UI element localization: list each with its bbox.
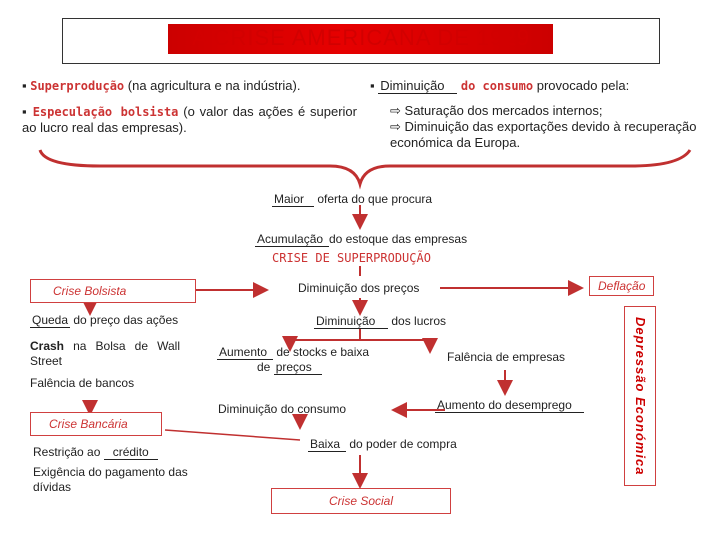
arrow-right-icon: ⇨	[390, 103, 401, 118]
bullet-icon: ▪	[22, 104, 28, 119]
consumo-rest: provocado pela:	[536, 78, 630, 93]
superproducao-label: Superprodução	[30, 79, 125, 93]
depressao-economica-banner: Depressão Económica	[624, 306, 656, 486]
exigencia-dividas: Exigência do pagamento das dívidas	[33, 465, 188, 494]
page-title: A CRISE AMERICANA DE 1929	[191, 25, 531, 50]
falencia-empresas: Falência de empresas	[447, 350, 566, 364]
diminuicao-word: Diminuição	[378, 78, 457, 94]
falencia-bancos: Falência de bancos	[30, 376, 135, 390]
bullet-icon: ▪	[22, 78, 27, 93]
crash-wall-street: Crash na Bolsa de Wall Street	[30, 339, 180, 368]
brace-shape	[40, 150, 690, 184]
queda-precos: Queda do preço das ações	[32, 313, 179, 327]
cause-saturacao: ⇨ Saturação dos mercados internos;	[390, 103, 603, 118]
superproducao-text: (na agricultura e na indústria).	[127, 78, 301, 93]
diminuicao-lucros: Diminuição dos lucros	[316, 314, 447, 328]
diminuicao-precos: Diminuição dos preços	[298, 281, 420, 295]
crise-bolsista-box: Crise Bolsista	[30, 279, 196, 303]
maior-oferta: Maior oferta do que procura	[274, 192, 433, 206]
crise-social-box: Crise Social	[271, 488, 451, 514]
diminuicao-consumo: Diminuição do consumo	[218, 402, 347, 416]
especulacao-label: Especulação bolsista	[32, 105, 179, 119]
crise-bancaria-box: Crise Bancária	[30, 412, 162, 436]
aumento-desemprego: Aumento do desemprego	[435, 398, 584, 413]
bullet-icon: ▪	[370, 78, 375, 93]
deflacao-box: Deflação	[589, 276, 654, 296]
restricao-credito: Restrição ao crédito	[33, 445, 158, 460]
aumento-stocks: Aumento de stocks e baixa de preços	[219, 345, 370, 374]
consumo-label: do consumo	[460, 79, 534, 93]
acumulacao-estoque: Acumulação do estoque das empresas	[257, 232, 468, 246]
cause-exportacoes: ⇨ Diminuição das exportações devido à recuperação económica da Europa.	[390, 119, 697, 150]
especulacao-text: (o valor das ações é superior ao lucro real das empresas).	[22, 104, 357, 135]
arrow-right-icon: ⇨	[390, 119, 401, 134]
crise-superproducao: CRISE DE SUPERPRODUÇÃO	[272, 251, 431, 265]
baixa-poder-compra: Baixa do poder de compra	[310, 437, 457, 451]
